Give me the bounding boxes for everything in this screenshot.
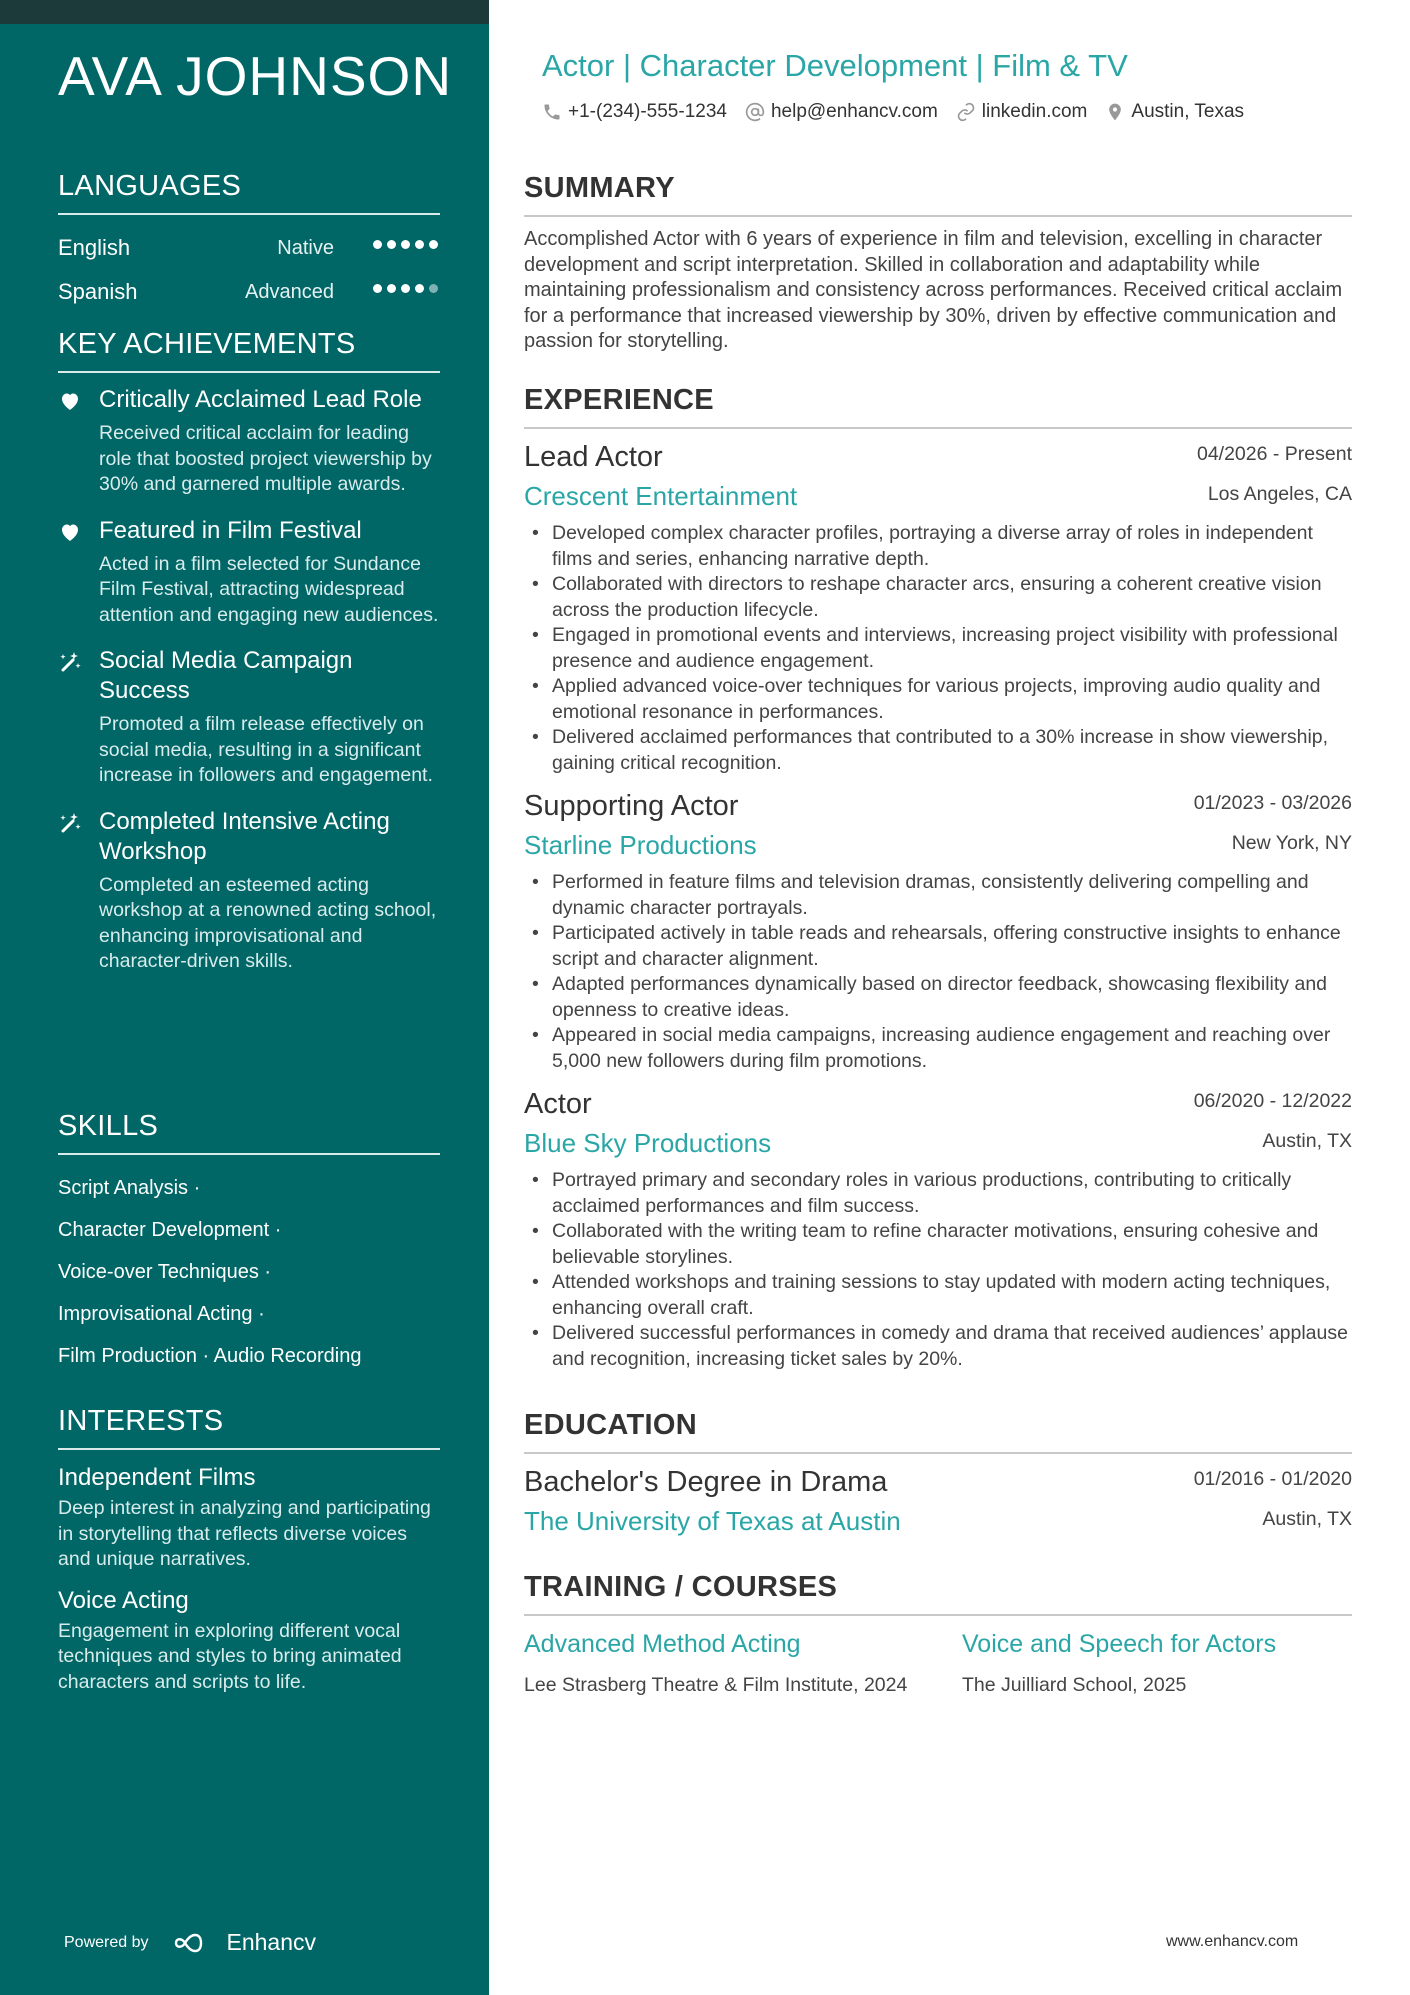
experience-section — [524, 384, 1352, 1384]
contact-phone[interactable] — [542, 101, 727, 123]
rating-dot-filled — [387, 240, 396, 249]
interest-description: Deep interest in analyzing and participating in storytelling that reflects diverse voices and unique narratives. — [58, 1497, 431, 1570]
achievement-description: Acted in a film selected for Sundance Film Festival, attracting widespread attention and engaging new audiences. — [99, 552, 439, 626]
company-name: Crescent Entertainment — [524, 481, 798, 511]
skill-line: Film Production · Audio Recording — [58, 1345, 362, 1367]
achievement-description: Promoted a film release effectively on social media, resulting in a significant increase in followers and engagement. — [99, 713, 433, 786]
footer-url[interactable]: www.enhancv.com — [1166, 1933, 1299, 1950]
location-text: Austin, Texas — [1131, 101, 1245, 122]
achievement-item — [58, 516, 440, 629]
training-section — [524, 1571, 1352, 1699]
magic-wand-icon — [58, 650, 82, 674]
rating-dot-filled — [415, 240, 424, 249]
language-row — [58, 271, 440, 315]
bullet-item: • Adapted performances dynamically based on director feedback, showcasing flexibility and openness to creative ideas. — [524, 972, 1352, 1023]
achievements-heading: KEY ACHIEVEMENTS — [58, 328, 440, 373]
interest-title: Voice Acting — [58, 1586, 189, 1614]
school-name: The University of Texas at Austin — [524, 1506, 901, 1536]
interests-section — [58, 1405, 440, 1707]
education-section — [524, 1409, 1352, 1544]
job-title: Lead Actor — [524, 441, 663, 473]
job-location: Los Angeles, CA — [1207, 483, 1352, 505]
achievement-item — [58, 385, 440, 498]
language-level: Advanced — [245, 281, 334, 303]
achievement-description: Completed an esteemed acting workshop at a renowned acting school, enhancing improvisational and character-driven skills. — [99, 873, 437, 972]
link-icon — [956, 102, 976, 122]
skill-line: Script Analysis · — [58, 1177, 201, 1199]
job-entry — [524, 1086, 1352, 1372]
contact-email[interactable] — [745, 101, 938, 123]
training-heading: TRAINING / COURSES — [524, 1571, 1352, 1616]
bullet-item: • Portrayed primary and secondary roles in various productions, contributing to critically acclaimed performances and film success. — [524, 1168, 1352, 1219]
degree-title: Bachelor's Degree in Drama — [524, 1466, 888, 1498]
at-sign-icon — [745, 102, 765, 122]
link-text: linkedin.com — [981, 101, 1088, 122]
achievement-title: Social Media Campaign Success — [99, 647, 353, 704]
achievement-item — [58, 807, 440, 975]
achievement-title: Featured in Film Festival — [99, 516, 362, 544]
languages-section — [58, 170, 440, 315]
training-item — [962, 1626, 1352, 1699]
job-location: New York, NY — [1231, 832, 1352, 854]
location-pin-icon — [1105, 102, 1125, 122]
language-rating — [373, 240, 438, 249]
bullet-item: • Delivered successful performances in comedy and drama that received audiences’ applause and recognition, increasing ticket sales by 20%. — [524, 1321, 1352, 1372]
job-bullets — [524, 521, 1352, 776]
interest-title: Independent Films — [58, 1464, 256, 1491]
rating-dot-filled — [401, 240, 410, 249]
company-name: Blue Sky Productions — [524, 1128, 772, 1158]
education-location: Austin, TX — [1262, 1508, 1352, 1530]
magic-wand-icon — [58, 811, 82, 835]
language-level: Native — [277, 237, 334, 259]
bullet-item: • Developed complex character profiles, portraying a diverse array of roles in independent films and series, enhancing narrative depth. — [524, 521, 1352, 572]
bullet-item: • Collaborated with directors to reshape character arcs, ensuring a coherent creative vision across the production lifecycle. — [524, 572, 1352, 623]
bullet-item: • Collaborated with the writing team to refine character motivations, ensuring cohesive and believable storylines. — [524, 1219, 1352, 1270]
bullet-item: • Participated actively in table reads and rehearsals, offering constructive insights to enhance script and character alignment. — [524, 921, 1352, 972]
powered-by — [64, 1929, 316, 1956]
enhancv-logo[interactable] — [173, 1929, 317, 1956]
bullet-item: • Delivered acclaimed performances that contributed to a 30% increase in show viewership, gaining critical recognition. — [524, 725, 1352, 776]
rating-dot-filled — [401, 284, 410, 293]
job-bullets — [524, 870, 1352, 1074]
summary-heading: SUMMARY — [524, 172, 1352, 217]
contact-location — [1105, 101, 1244, 123]
job-bullets — [524, 1168, 1352, 1372]
contact-link[interactable] — [956, 101, 1088, 123]
job-title: Actor — [524, 1088, 592, 1120]
candidate-name: AVA JOHNSON — [58, 45, 453, 107]
bullet-item: • Performed in feature films and television dramas, consistently delivering compelling and dynamic character portrayals. — [524, 870, 1352, 921]
achievement-item — [58, 646, 440, 789]
sidebar — [0, 0, 489, 1995]
achievements-section — [58, 328, 440, 993]
language-row — [58, 227, 440, 271]
interests-heading: INTERESTS — [58, 1405, 440, 1450]
training-title: Voice and Speech for Actors — [962, 1630, 1277, 1658]
skill-line: Voice-over Techniques · — [58, 1261, 272, 1283]
heart-icon — [58, 520, 82, 544]
bullet-item: • Engaged in promotional events and interviews, increasing project visibility with professional presence and audience engagement. — [524, 623, 1352, 674]
experience-heading: EXPERIENCE — [524, 384, 1352, 429]
training-description: The Juilliard School, 2025 — [962, 1674, 1187, 1696]
rating-dot-filled — [387, 284, 396, 293]
job-title: Supporting Actor — [524, 790, 739, 822]
job-dates: 06/2020 - 12/2022 — [1193, 1090, 1352, 1112]
bullet-item: • Applied advanced voice-over techniques for various projects, improving audio quality and emotional resonance in performances. — [524, 674, 1352, 725]
job-location: Austin, TX — [1262, 1130, 1352, 1152]
training-description: Lee Strasberg Theatre & Film Institute, 2024 — [524, 1674, 908, 1696]
achievement-title: Completed Intensive Acting Workshop — [99, 807, 390, 865]
email-text: help@enhancv.com — [770, 101, 938, 122]
summary-section — [524, 172, 1352, 355]
job-dates: 01/2023 - 03/2026 — [1193, 792, 1352, 814]
heart-icon — [58, 389, 82, 413]
language-name: English — [58, 235, 131, 260]
skills-heading: SKILLS — [58, 1110, 440, 1155]
languages-heading: LANGUAGES — [58, 170, 440, 215]
company-name: Starline Productions — [524, 830, 757, 860]
headline: Actor | Character Development | Film & TV — [542, 48, 1128, 83]
education-dates: 01/2016 - 01/2020 — [1193, 1468, 1352, 1490]
sidebar-top-bar — [0, 0, 489, 24]
powered-by-label: Powered by — [64, 1933, 149, 1951]
interest-description: Engagement in exploring different vocal techniques and styles to bring animated characters and scripts to life. — [58, 1619, 402, 1693]
phone-text: +1-(234)-555-1234 — [568, 101, 727, 122]
rating-dot-empty — [429, 284, 438, 293]
rating-dot-filled — [373, 240, 382, 249]
rating-dot-filled — [415, 284, 424, 293]
training-title: Advanced Method Acting — [524, 1630, 801, 1658]
bullet-item: • Attended workshops and training sessions to stay updated with modern acting techniques, enhancing overall craft. — [524, 1270, 1352, 1321]
achievement-description: Received critical acclaim for leading role that boosted project viewership by 30% and garnered multiple awards. — [99, 422, 432, 495]
job-dates: 04/2026 - Present — [1196, 443, 1352, 465]
education-heading: EDUCATION — [524, 1409, 1352, 1454]
skill-line: Character Development · — [58, 1219, 282, 1241]
job-entry — [524, 439, 1352, 776]
summary-text: Accomplished Actor with 6 years of experience in film and television, excelling in character development and script interpretation. Skilled in collaboration and adaptability while maintaining professionalism and consistency across performances. Received critical acclaim for a performance that increased viewership by 30%, driven by effective communication and passion for storytelling. — [524, 228, 1343, 352]
training-item — [524, 1626, 914, 1699]
contact-bar — [542, 101, 1244, 123]
rating-dot-filled — [429, 240, 438, 249]
brand-name: Enhancv — [226, 1929, 317, 1955]
rating-dot-filled — [373, 284, 382, 293]
bullet-item: • Appeared in social media campaigns, increasing audience engagement and reaching over 5,000 new followers during film promotions. — [524, 1023, 1352, 1074]
job-entry — [524, 788, 1352, 1074]
infinity-logo-icon — [173, 1931, 219, 1955]
skills-section — [58, 1110, 440, 1377]
phone-icon — [542, 102, 562, 122]
achievement-title: Critically Acclaimed Lead Role — [99, 386, 422, 413]
language-rating — [373, 284, 438, 293]
language-name: Spanish — [58, 279, 138, 304]
skill-line: Improvisational Acting · — [58, 1303, 265, 1325]
